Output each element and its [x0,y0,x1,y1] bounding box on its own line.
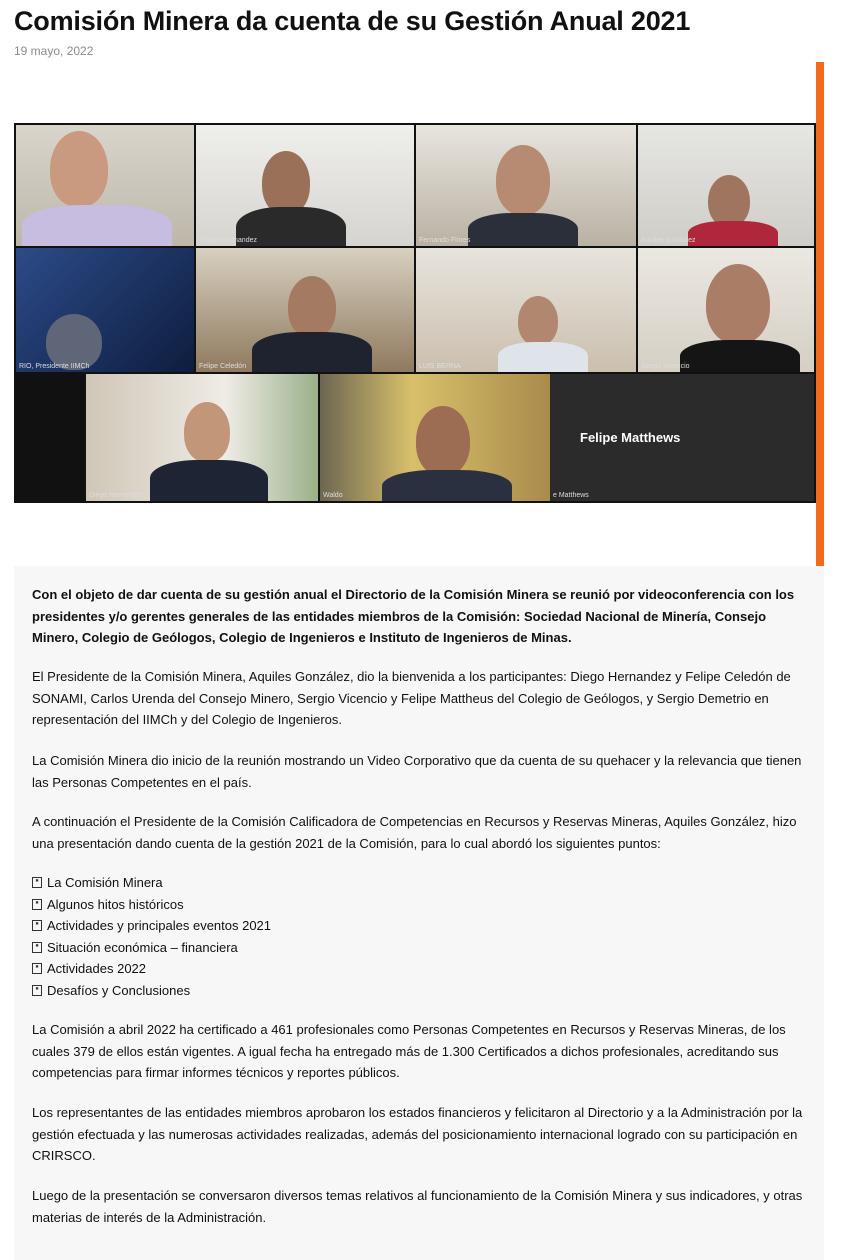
bullet-glyph-icon: ▪ [32,899,42,910]
bullet-glyph-icon: ▪ [32,920,42,931]
participant-shirt [382,470,512,501]
participant-name: Diego Hernandez [89,492,144,499]
participant-shirt [680,340,800,372]
list-item: ▪ Actividades 2022 [32,958,432,980]
article-paragraph: A continuación el Presidente de la Comisión Calificadora de Competencias en Recursos y Reservas Mineras, Aquiles González, hizo una presentación dando cuenta de la gestión 2021 de la Comisión, para lo cual abordó los siguientes puntos: [32,814,797,851]
article-paragraph: El Presidente de la Comisión Minera, Aquiles González, dio la bienvenida a los participantes: Diego Hernandez y Felipe Celedón de SONAMI, Carlos Urenda del Consejo Minero, Sergio Vicencio y Felipe Mattheus del Colegio de Geólogos, y Sergio Demetrio en representación del IIMCh y del Colegio de Ingenieros. [32,669,791,727]
bullet-glyph-icon: ▪ [32,963,42,974]
participant-head [496,145,550,215]
video-tile [16,248,194,372]
participant-name: LUIS BERNA [419,363,461,370]
page-title: Comisión Minera da cuenta de su Gestión Anual 2021 [14,6,691,36]
participant-name: Aquiles Gonzalez [641,237,696,244]
video-tile [416,125,636,246]
participant-head [262,151,310,215]
article-paragraph: La Comisión a abril 2022 ha certificado a 461 profesionales como Personas Competentes en Recursos y Reservas Mineras, de los cuales 379 de ellos están vigentes. A igual fecha ha entregado más de 1.300 Certificados a dichos profesionales, acreditando sus competencias para firmar informes técnicos y reportes públicos. [32,1022,786,1080]
participant-name: Waldo [323,492,343,499]
participant-head [288,276,336,338]
participant-head [416,406,470,476]
article-body [14,566,824,1260]
participant-shirt [468,213,578,246]
article-lead: Con el objeto de dar cuenta de su gestión anual el Directorio de la Comisión Minera se reunió por videoconferencia con los presidentes y/o gerentes generales de las entidades miembros de la Comisión: Sociedad Nacional de Minería, Consejo Minero, Colegio de Geólogos, Colegio de Ingenieros e Instituto de Ingenieros de Minas. [32,587,795,645]
bullet-glyph-icon: ▪ [32,942,42,953]
participant-shirt [498,342,588,372]
participant-head [46,314,102,370]
video-tile [16,125,194,246]
videoconference-photo [14,123,816,503]
video-tile [320,374,550,501]
participant-shirt [22,205,172,246]
publish-date: 19 mayo, 2022 [14,44,94,58]
featured-participant-name: Felipe Matthews [580,430,681,445]
list-item: ▪ Desafíos y Conclusiones [32,980,432,1002]
list-item: ▪ Algunos hitos históricos [32,894,432,916]
accent-bar [816,62,824,566]
video-grid [16,125,814,501]
participant-name: RIO, Presidente IIMCh [19,363,90,370]
video-tile [16,374,86,501]
participant-head [50,131,108,207]
video-tile [416,248,636,372]
featured-name-tile [550,374,814,501]
participant-head [184,402,230,462]
list-item: ▪ Actividades y principales eventos 2021 [32,915,432,937]
participant-head [708,175,750,227]
participant-name: Felipe Celedón [199,363,247,370]
article-paragraph: Los representantes de las entidades miembros aprobaron los estados financieros y felicitaron al Directorio y a la Administración por la gestión efectuada y las numerosas actividades realizadas, además del posicionamiento internacional logrado con su participación en CRIRSCO. [32,1105,803,1163]
bullet-glyph-icon: ▪ [32,877,42,888]
bullet-glyph-icon: ▪ [32,985,42,996]
participant-name: Fernando Flores [419,237,471,244]
video-tile [638,125,814,246]
participant-name: Gladys Hernandez [199,237,257,244]
video-tile [196,125,414,246]
participant-name: e Matthews [553,492,589,499]
participant-shirt [688,221,778,246]
list-item: ▪ Situación económica – financiera [32,937,432,959]
topics-list [32,872,432,1002]
video-tile [86,374,318,501]
list-item: ▪ La Comisión Minera [32,872,432,894]
article-paragraph: La Comisión Minera dio inicio de la reunión mostrando un Video Corporativo que da cuenta de su quehacer y la relevancia que tienen las Personas Competentes en el país. [32,753,802,790]
participant-shirt [252,332,372,372]
participant-head [706,264,770,344]
video-tile [638,248,814,372]
article-paragraph: Luego de la presentación se conversaron diversos temas relativos al funcionamiento de la Comisión Minera y sus indicadores, y otras materias de interés de la Administración. [32,1188,803,1225]
participant-name: Sergio Vicencio [641,363,690,370]
participant-shirt [150,460,268,501]
participant-head [518,296,558,346]
video-tile [196,248,414,372]
